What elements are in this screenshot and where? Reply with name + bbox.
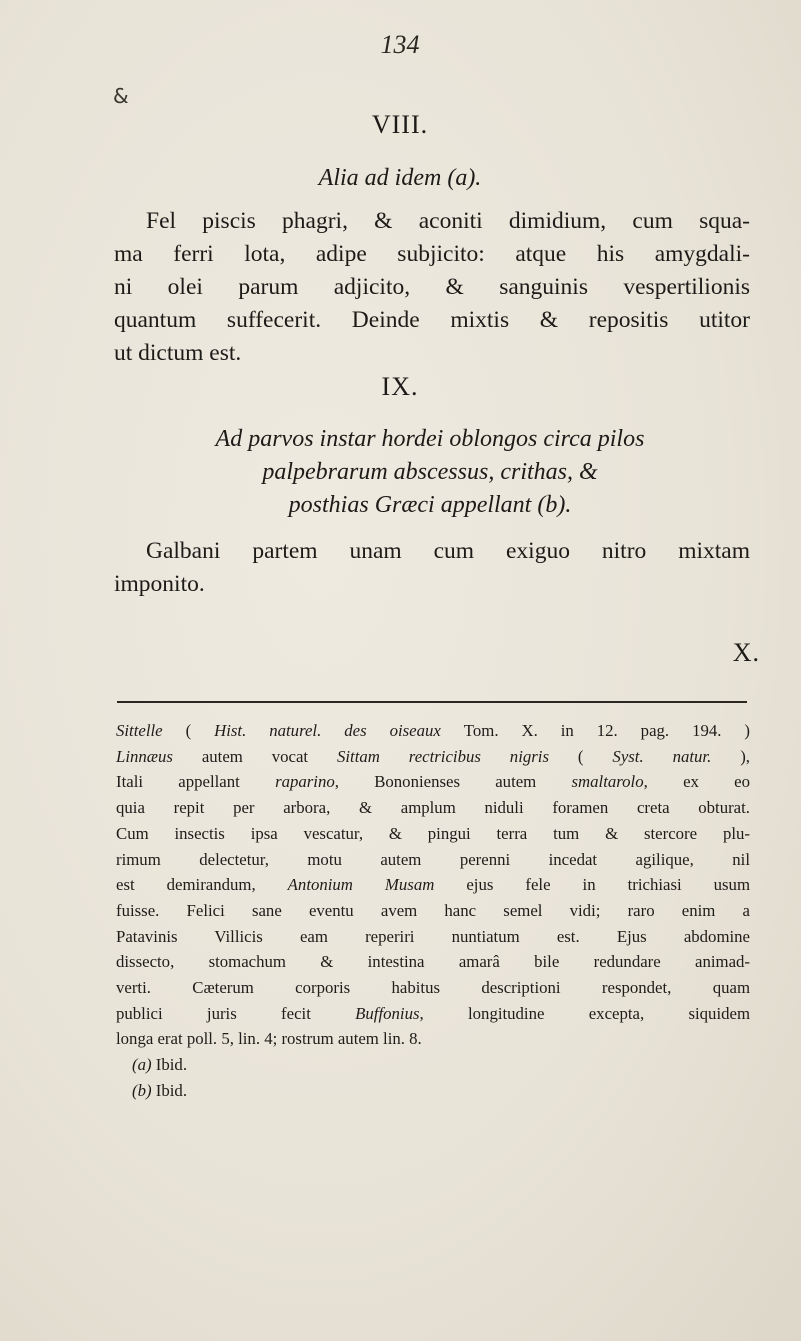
footnote-run: Tom. X. in 12. pag. 194. ) [463,721,750,740]
footnote-divider [117,701,747,703]
footnote-line [116,975,750,1001]
footnote-run: Patavinis Villicis eam reperiri nuntiatum est. Ejus abdomine [116,926,750,946]
section-title-viii: Alia ad idem (a). [318,165,482,191]
footnote-run: quia repit per arbora, & amplum niduli foramen creta obturat. [116,798,750,818]
footnote-line [116,847,750,873]
body-line: ma ferri lota, adipe subjicito: atque his amygdali- [114,241,750,267]
footnote-run: Syst. natur. [612,746,712,766]
section-number-ix: IX. [381,372,419,401]
footnote-block [116,718,750,1052]
title-line: palpebrarum abscessus, crithas, & [262,459,598,485]
section-body-viii [114,205,750,370]
footnote-line [116,821,750,847]
footnote-run: Buffonius [355,1003,420,1023]
footnote-run: longa erat poll. 5, lin. 4; rostrum autem lin. 8. [116,1029,422,1049]
footnote-run: ( [185,721,215,740]
footnote-run: Sittelle [116,721,186,740]
note-b [132,1078,432,1104]
body-line: imponito. [114,571,205,597]
footnote-run: ejus fele in trichiasi usum [466,875,751,895]
footnote-line [116,795,750,821]
footnote-run: est demirandum, [116,875,288,895]
title-line: Ad parvos instar hordei oblongos circa pilos [215,426,645,452]
footnote-run: Hist. naturel. des oiseaux [214,721,464,740]
body-line: Fel piscis phagri, & aconiti dimidium, cum squa- [146,208,750,234]
stray-ink-mark: & [113,84,129,108]
footnote-line [116,1001,750,1027]
footnote-run: ), [711,746,750,766]
footnote-run: Sittam rectricibus nigris [337,746,578,766]
body-line: Galbani partem unam cum exiguo nitro mixtam [146,538,750,564]
footnote-run: fuisse. Felici sane eventu avem hanc semel vidi; raro enim a [116,900,750,920]
footnote-run: , Bononienses autem [334,772,572,792]
note-label: (b) [132,1080,152,1100]
section-number-viii: VIII. [371,110,429,139]
footnote-notes [132,1052,432,1103]
footnote-run: autem vocat [201,746,337,766]
footnote-line [116,718,750,744]
footnote-run: publici juris fecit [116,1003,356,1023]
note-a [132,1052,432,1078]
footnote-run: , longitudine excepta, siquidem [419,1003,750,1023]
footnote-line [116,872,750,898]
section-number-x: X. [732,638,760,667]
footnote-run: ( [577,746,613,766]
footnote-line [116,1026,750,1052]
footnote-run: Antonium Musam [287,875,467,895]
footnote-run: , ex eo [643,772,751,792]
footnote-run: smaltarolo [571,772,644,792]
title-line: posthias Græci appellant (b). [288,492,572,518]
footnote-run: raparino [275,772,335,792]
note-text: Ibid. [155,1055,188,1074]
body-line: ni olei parum adjicito, & sanguinis vespertilionis [114,274,750,300]
footnote-run: dissecto, stomachum & intestina amarâ bile redundare animad- [116,952,750,972]
body-line: quantum suffecerit. Deinde mixtis & repositis utitor [114,307,750,333]
footnote-run: Cum insectis ipsa vescatur, & pingui terra tum & stercore plu- [116,823,750,843]
body-line: ut dictum est. [114,340,242,366]
footnote-run: rimum delectetur, motu autem perenni incedat agilique, nil [116,849,750,869]
footnote-line [116,898,750,924]
note-text: Ibid. [155,1080,188,1100]
footnote-run: Itali appellant [116,772,276,792]
footnote-run: Linnæus [116,746,202,766]
note-label: (a) [132,1055,152,1074]
section-body-ix [114,535,750,601]
footnote-line [116,744,750,770]
footnote-run: verti. Cæterum corporis habitus descriptioni respondet, quam [116,978,750,998]
page-number: 134 [380,30,420,59]
footnote-line [116,924,750,950]
footnote-line [116,949,750,975]
section-title-ix [120,423,740,522]
footnote-line [116,769,750,795]
